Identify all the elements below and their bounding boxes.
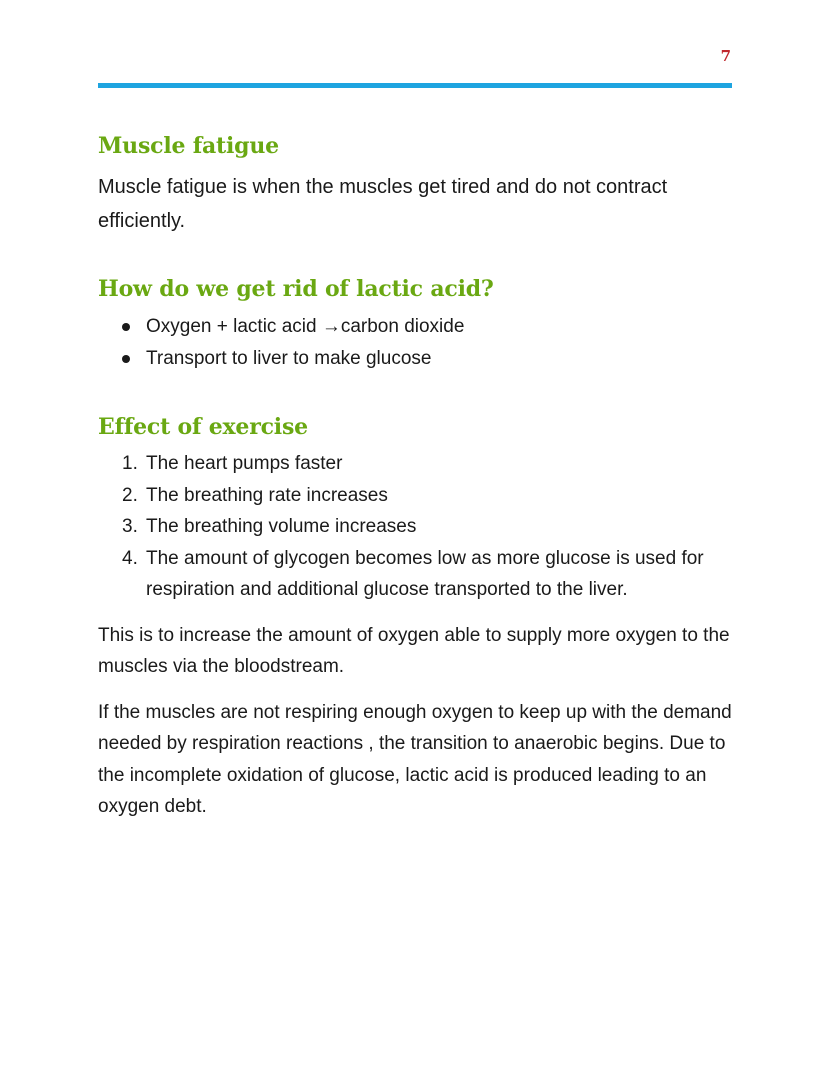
list-item-text: The breathing rate increases	[146, 484, 388, 506]
list-item-text: The amount of glycogen becomes low as more glucose is used for respiration and additional glucose transported to the liver.	[146, 547, 704, 600]
page-content	[98, 130, 732, 823]
list-item-text: Transport to liver to make glucose	[146, 348, 432, 369]
list-item	[98, 480, 732, 512]
list-item	[98, 511, 732, 543]
section-effect-of-exercise	[98, 411, 732, 823]
list-item	[98, 311, 732, 343]
list-item	[98, 543, 732, 606]
list-item	[98, 448, 732, 480]
bullet-icon	[122, 355, 130, 363]
section-muscle-fatigue	[98, 130, 732, 238]
numbered-list	[98, 448, 732, 606]
section-heading: Effect of exercise	[98, 414, 308, 440]
header-rule	[98, 83, 732, 88]
section-text: Muscle fatigue is when the muscles get tired and do not contract efficiently.	[98, 176, 668, 232]
section-heading: How do we get rid of lactic acid?	[98, 276, 494, 302]
body-paragraph: This is to increase the amount of oxygen able to supply more oxygen to the muscles via the bloodstream.	[98, 624, 730, 677]
section-lactic-acid	[98, 273, 732, 375]
body-paragraph: If the muscles are not respiring enough oxygen to keep up with the demand needed by respiration reactions , the transition to anaerobic begins. Due to the incomplete oxidation of glucose, lactic acid is produced leading to an oxygen debt.	[98, 701, 732, 817]
list-item-text: Oxygen + lactic acid →carbon dioxide	[146, 316, 465, 337]
list-number: 3.	[122, 516, 138, 537]
list-number: 1.	[122, 453, 138, 474]
list-number: 4.	[122, 547, 138, 569]
page-number: 7	[720, 47, 731, 65]
list-item	[98, 343, 732, 375]
section-heading: Muscle fatigue	[98, 133, 279, 159]
bullet-list	[98, 311, 732, 375]
list-number: 2.	[122, 484, 138, 506]
list-item-text: The breathing volume increases	[146, 516, 417, 537]
list-item-text: The heart pumps faster	[146, 453, 343, 474]
bullet-icon	[122, 323, 130, 331]
